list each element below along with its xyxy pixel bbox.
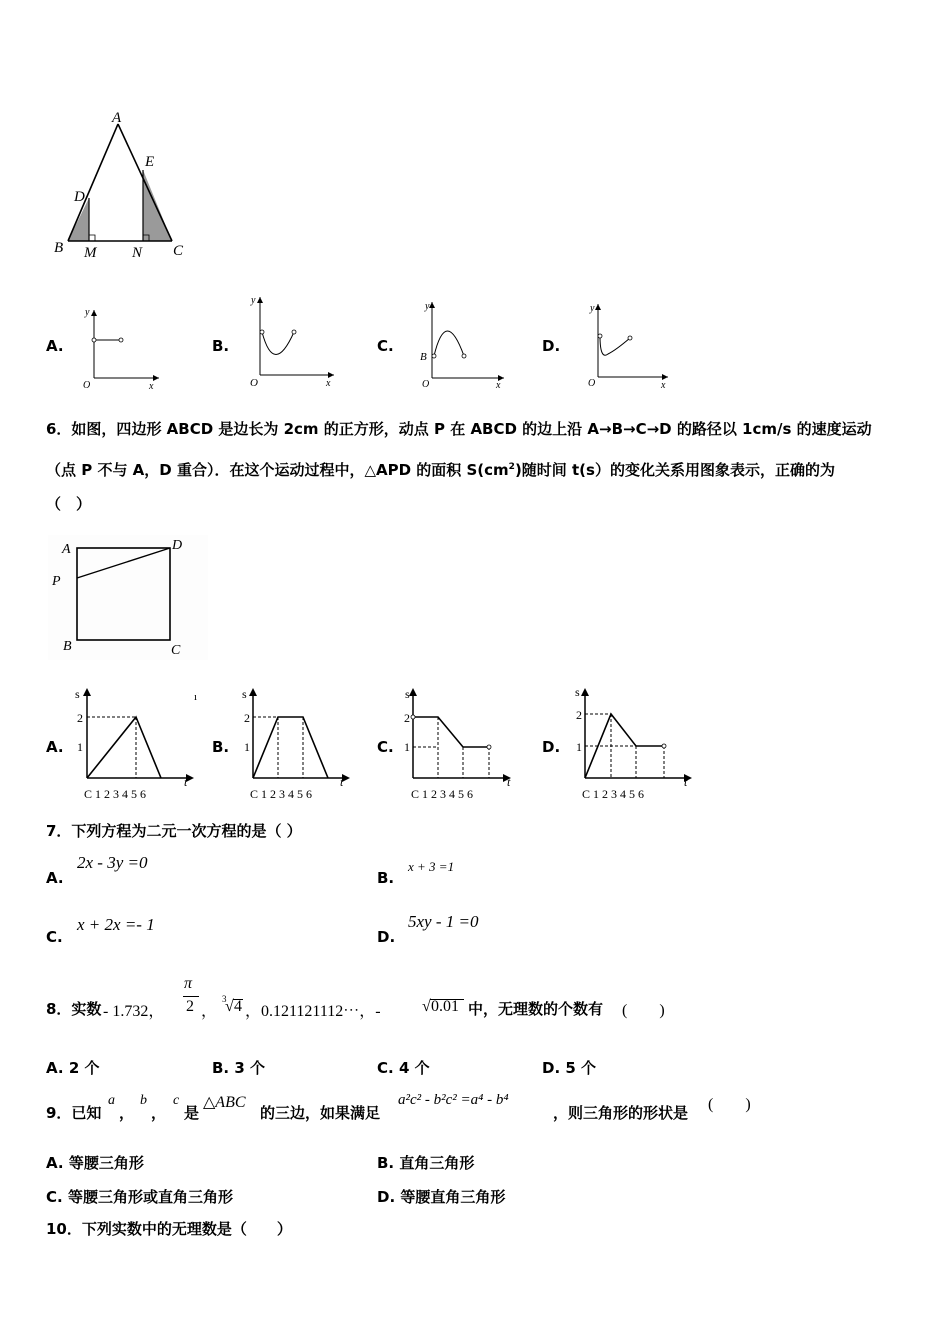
tick-2: 2 bbox=[77, 711, 83, 725]
q8-cbrt-arg: 4 bbox=[234, 998, 242, 1015]
q8-suffix: 中，无理数的个数有 bbox=[468, 1000, 604, 1018]
q8-sqrt-arg: 0.01 bbox=[431, 998, 459, 1015]
origin-label: O bbox=[250, 377, 258, 389]
q8-option-a[interactable]: A. 2 个 bbox=[46, 1059, 100, 1077]
x-axis-label: x bbox=[326, 378, 331, 389]
q6-option-a-graph[interactable] bbox=[72, 684, 202, 804]
label-E: E bbox=[145, 154, 155, 170]
x-axis-label: x bbox=[661, 380, 666, 391]
q9-prefix: 9．已知 bbox=[46, 1104, 102, 1122]
q8-radical-sign-2: √ bbox=[422, 998, 431, 1015]
tick-2: 2 bbox=[244, 711, 250, 725]
q7-option-c-expr[interactable]: x + 2x =- 1 bbox=[77, 915, 155, 934]
q7-option-a-expr[interactable]: 2x - 3y =0 bbox=[77, 853, 148, 872]
q9-comma-2: ， bbox=[151, 1104, 167, 1122]
y-axis-label: y bbox=[85, 307, 90, 318]
q7-option-b-expr[interactable]: x + 3 =1 bbox=[408, 859, 455, 874]
q6-option-c-letter: C. bbox=[377, 738, 394, 756]
q7-option-c-letter: C. bbox=[46, 928, 63, 946]
x-ticks: C 1 2 3 4 5 6 bbox=[84, 787, 147, 801]
q8-prefix: 8．实数 bbox=[46, 1000, 102, 1018]
q6-option-b-letter: B. bbox=[212, 738, 230, 756]
s-axis-label: s bbox=[75, 687, 80, 701]
q6-option-b-graph[interactable] bbox=[240, 684, 360, 804]
stray-mark: ı bbox=[194, 691, 198, 703]
label-C: C bbox=[171, 643, 181, 658]
point-b-label: B bbox=[420, 351, 427, 363]
q6-stem-line3: （ ） bbox=[46, 495, 92, 513]
x-axis-label: x bbox=[496, 380, 501, 391]
q8-option-d[interactable]: D. 5 个 bbox=[542, 1059, 597, 1077]
x-ticks: C 1 2 3 4 5 6 bbox=[250, 787, 313, 801]
label-M: M bbox=[84, 245, 97, 261]
t-axis-label: t bbox=[340, 775, 344, 789]
q5-option-a-graph[interactable] bbox=[75, 302, 165, 394]
q7-option-b-letter: B. bbox=[377, 869, 395, 887]
q7-option-d-expr[interactable]: 5xy - 1 =0 bbox=[408, 912, 479, 931]
label-B: B bbox=[54, 240, 64, 256]
y-axis-label: y bbox=[251, 295, 256, 306]
q6-option-d-letter: D. bbox=[542, 738, 561, 756]
x-axis-label: x bbox=[149, 381, 154, 392]
t-axis-label: t bbox=[507, 775, 511, 789]
q9-c: c bbox=[173, 1093, 180, 1108]
q9-option-c[interactable]: C. 等腰三角形或直角三角形 bbox=[46, 1188, 233, 1206]
q8-pi: π bbox=[184, 975, 193, 992]
q6-option-c-graph[interactable] bbox=[403, 684, 523, 804]
q5-option-c-graph[interactable] bbox=[412, 296, 512, 394]
s-axis-label: s bbox=[405, 687, 410, 701]
triangle-figure bbox=[50, 110, 200, 265]
q5-option-a-letter: A. bbox=[46, 337, 64, 355]
tick-1: 1 bbox=[244, 740, 250, 754]
origin-label: O bbox=[83, 380, 91, 391]
q5-option-d-letter: D. bbox=[542, 337, 561, 355]
t-axis-label: t bbox=[684, 775, 688, 789]
label-A: A bbox=[112, 110, 122, 126]
tick-1: 1 bbox=[576, 740, 582, 754]
q6-stem-line2: （点 P 不与 A，D 重合）．在这个运动过程中，△APD 的面积 $S(cm^2)$随时间 t(s）的变化关系用图象表示，正确的为 bbox=[46, 461, 835, 479]
tick-2: 2 bbox=[576, 708, 582, 722]
q10-stem: 10．下列实数中的无理数是（ ） bbox=[46, 1220, 292, 1238]
q8-option-b[interactable]: B. 3 个 bbox=[212, 1059, 266, 1077]
label-D: D bbox=[74, 189, 85, 205]
q8-denominator: 2 bbox=[186, 998, 194, 1015]
label-P: P bbox=[52, 574, 61, 589]
q9-paren: ( ) bbox=[708, 1096, 751, 1113]
label-C: C bbox=[173, 243, 184, 259]
q6-stem-line1: 6．如图，四边形 ABCD 是边长为 2cm 的正方形，动点 P 在 ABCD 的边上沿 A→B→C→D 的路径以 1cm/s 的速度运动 bbox=[46, 420, 872, 438]
q8-number-3: ，0.121121112⋯，- bbox=[245, 1003, 381, 1020]
square-figure bbox=[48, 535, 208, 660]
q5-option-b-letter: B. bbox=[212, 337, 230, 355]
y-axis-label: y bbox=[425, 301, 430, 312]
y-axis-label: y bbox=[590, 303, 595, 314]
q9-option-a[interactable]: A. 等腰三角形 bbox=[46, 1154, 144, 1172]
q7-option-d-letter: D. bbox=[377, 928, 396, 946]
origin-label: O bbox=[588, 378, 596, 389]
origin-label: O bbox=[422, 379, 430, 390]
x-ticks: C 1 2 3 4 5 6 bbox=[582, 787, 645, 801]
q5-option-b-graph[interactable] bbox=[240, 292, 340, 394]
tick-1: 1 bbox=[404, 740, 410, 754]
q9-suffix: ，则三角形的形状是 bbox=[553, 1104, 689, 1122]
q9-triangle: △ABC bbox=[203, 1094, 246, 1111]
t-axis-label: t bbox=[184, 775, 188, 789]
tick-1: 1 bbox=[77, 740, 83, 754]
s-axis-label: s bbox=[575, 685, 580, 699]
q8-radical-sign: √ bbox=[225, 998, 234, 1015]
q6-option-d-graph[interactable] bbox=[572, 684, 697, 804]
q8-number-1: - 1.732， bbox=[103, 1003, 165, 1020]
q9-a: a bbox=[108, 1093, 115, 1108]
q5-option-d-graph[interactable] bbox=[578, 298, 678, 394]
q5-option-c-letter: C. bbox=[377, 337, 394, 355]
q8-comma: ， bbox=[201, 1003, 218, 1020]
q9-b: b bbox=[140, 1093, 147, 1108]
label-B: B bbox=[63, 639, 72, 654]
q9-mid: 的三边，如果满足 bbox=[260, 1104, 381, 1122]
q9-option-b[interactable]: B. 直角三角形 bbox=[377, 1154, 475, 1172]
q7-option-a-letter: A. bbox=[46, 869, 64, 887]
q8-option-c[interactable]: C. 4 个 bbox=[377, 1059, 430, 1077]
q8-fraction-bar bbox=[183, 996, 199, 997]
q9-option-d[interactable]: D. 等腰直角三角形 bbox=[377, 1188, 506, 1206]
q7-stem: 7．下列方程为二元一次方程的是（ ） bbox=[46, 822, 302, 840]
tick-2: 2 bbox=[404, 711, 410, 725]
s-axis-label: s bbox=[242, 687, 247, 701]
label-N: N bbox=[132, 245, 143, 261]
q6-option-a-letter: A. bbox=[46, 738, 64, 756]
q9-is: 是 bbox=[184, 1104, 200, 1122]
label-D: D bbox=[172, 538, 183, 553]
q8-cbrt-index: 3 bbox=[222, 994, 227, 1004]
label-A: A bbox=[62, 542, 71, 557]
q9-comma-1: ， bbox=[119, 1104, 135, 1122]
x-ticks: C 1 2 3 4 5 6 bbox=[411, 787, 474, 801]
q9-equation: a²c² - b²c² =a⁴ - b⁴ bbox=[398, 1092, 509, 1108]
q8-paren: ( ) bbox=[622, 1002, 665, 1019]
